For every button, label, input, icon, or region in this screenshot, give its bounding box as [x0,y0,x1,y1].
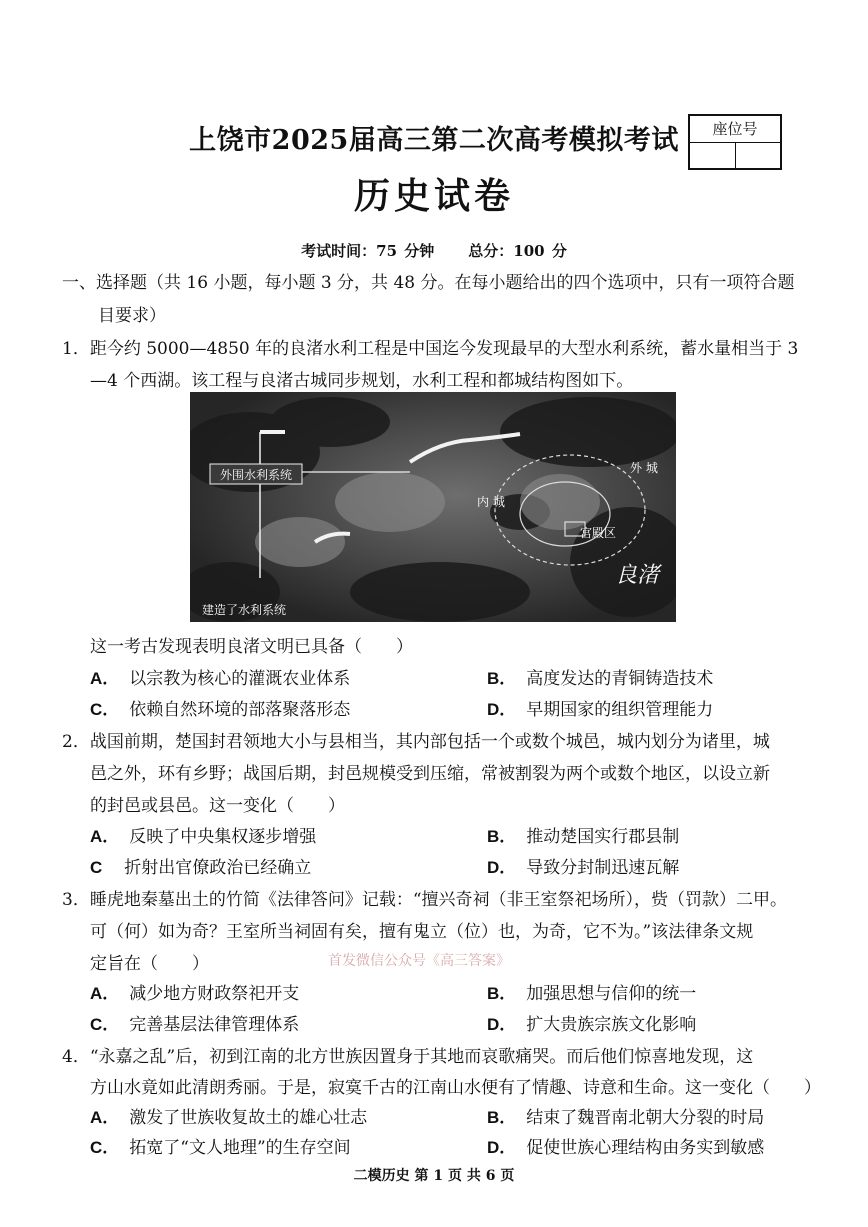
q4-option-c [90,1133,351,1158]
total-score: 总分：100 分 [468,242,567,260]
q3-option-c [90,1010,299,1035]
q1-stem: 这一考古发现表明良渚文明已具备（ ） [90,637,413,657]
q3-text-line1: 3．睡虎地秦墓出土的竹简《法律答问》记载：“擅兴奇祠（非王室祭祀场所），赀（罚款）二甲。 [62,890,788,910]
q4-text-line2: 方山水竟如此清朗秀丽。于是，寂寞千古的江南山水便有了情趣、诗意和生命。这一变化（ ） [90,1078,821,1098]
q1-option-d-text: 早期国家的组织管理能力 [526,700,714,720]
q3-text-line2: 可（何）如为奇？王室所当祠固有矣，擅有鬼立（位）也，为奇，它不为。”该法律条文规 [90,922,754,942]
q3-option-d [487,1010,696,1035]
q4-option-a-letter: A． [90,1108,120,1127]
q2-option-a-letter: A． [90,827,120,846]
map-label-outer-city: 外 城 [630,461,658,475]
q2-text-line1: 2．战国前期，楚国封君领地大小与县相当，其内部包括一个或数个城邑，城内划分为诸里，城 [62,732,770,752]
q3-option-a-text: 减少地方财政祭祀开支 [129,984,300,1004]
q3-option-d-letter: D． [487,1015,517,1034]
q3-option-b-text: 加强思想与信仰的统一 [526,984,697,1004]
q3-option-c-text: 完善基层法律管理体系 [129,1015,300,1035]
liangzhu-map-figure [190,392,676,622]
map-label-site-name: 良渚 [615,563,660,588]
q2-option-b [487,822,679,847]
exam-subject: 历史试卷 [353,175,514,217]
q1-option-d [487,695,713,720]
q4-option-d-letter: D． [487,1138,517,1157]
q3-text-line3: 定旨在（ ） [90,954,209,974]
q2-text-line3: 的封邑或县邑。这一变化（ ） [90,796,345,816]
seat-number-label: 座位号 [690,116,780,143]
q4-option-c-text: 拓宽了“文人地理”的生存空间 [129,1138,351,1158]
q4-option-b-text: 结束了魏晋南北朝大分裂的时局 [526,1108,765,1128]
q2-text-line2: 邑之外，环有乡野；战国后期，封邑规模受到压缩，常被割裂为两个或数个地区，以设立新 [90,764,770,784]
q2-option-d-text: 导致分封制迅速瓦解 [526,858,680,878]
q3-option-a-letter: A． [90,984,120,1003]
exam-time: 考试时间：75 分钟 [301,242,435,260]
q4-option-a [90,1103,367,1128]
q2-option-d [487,853,679,878]
q3-option-b [487,979,696,1004]
q2-option-a-text: 反映了中央集权逐步增强 [129,827,317,847]
q1-option-c-text: 依赖自然环境的部落聚落形态 [129,700,351,720]
q1-option-b-text: 高度发达的青铜铸造技术 [526,669,714,689]
q4-option-d [487,1133,764,1158]
map-label-outer-water: 外围水利系统 [219,468,293,482]
q2-option-b-text: 推动楚国实行郡县制 [526,827,680,847]
q1-text-line1: 1．距今约 5000—4850 年的良渚水利工程是中国迄今发现最早的大型水利系统，蓄水量相当于 3 [62,339,799,359]
watermark: 首发微信公众号《高三答案》 [328,953,510,969]
q3-option-d-text: 扩大贵族宗族文化影响 [526,1015,697,1035]
q3-option-b-letter: B． [487,984,517,1003]
q4-option-a-text: 激发了世族收复故土的雄心壮志 [129,1108,368,1128]
q2-option-c-text: 折射出官僚政治已经确立 [124,858,312,878]
q1-option-d-letter: D． [487,700,517,719]
q1-option-c-letter: C． [90,700,120,719]
q4-option-d-text: 促使世族心理结构由务实到敏感 [526,1138,765,1158]
q2-option-a [90,822,316,847]
map-label-inner-city: 内 城 [477,495,505,509]
q4-option-b-letter: B． [487,1108,517,1127]
q1-option-c [90,695,350,720]
page-footer: 二模历史 第 1 页 共 6 页 [353,1168,515,1184]
seat-number-box [688,114,782,170]
q4-option-c-letter: C． [90,1138,120,1157]
q4-option-b [487,1103,764,1128]
q1-option-a [90,664,350,689]
map-label-palace: 宫殿区 [580,526,617,540]
section-heading-line2: 目要求） [98,306,166,326]
q2-option-d-letter: D． [487,858,517,877]
q2-option-c [90,853,311,878]
q3-option-c-letter: C． [90,1015,120,1034]
q1-option-a-text: 以宗教为核心的灌溉农业体系 [129,669,351,689]
exam-title: 上饶市2025届高三第二次高考模拟考试 [189,125,679,156]
q1-text-line2: —4 个西湖。该工程与良渚古城同步规划，水利工程和都城结构图如下。 [90,371,634,391]
q2-option-c-letter: C [90,858,103,877]
q1-option-b [487,664,713,689]
seat-cell-left [690,143,736,169]
seat-number-cells [690,143,780,169]
map-caption: 建造了水利系统 [202,603,287,617]
exam-meta [0,240,868,261]
q3-option-a [90,979,299,1004]
q4-text-line1: 4．“永嘉之乱”后，初到江南的北方世族因置身于其地而哀歌痛哭。而后他们惊喜地发现，这 [62,1047,754,1067]
q1-option-a-letter: A． [90,669,120,688]
seat-cell-right [736,143,781,169]
q2-option-b-letter: B． [487,827,517,846]
section-heading-line1: 一、选择题（共 16 小题，每小题 3 分，共 48 分。在每小题给出的四个选项中，只有一项符合题 [62,273,795,293]
q1-option-b-letter: B． [487,669,517,688]
